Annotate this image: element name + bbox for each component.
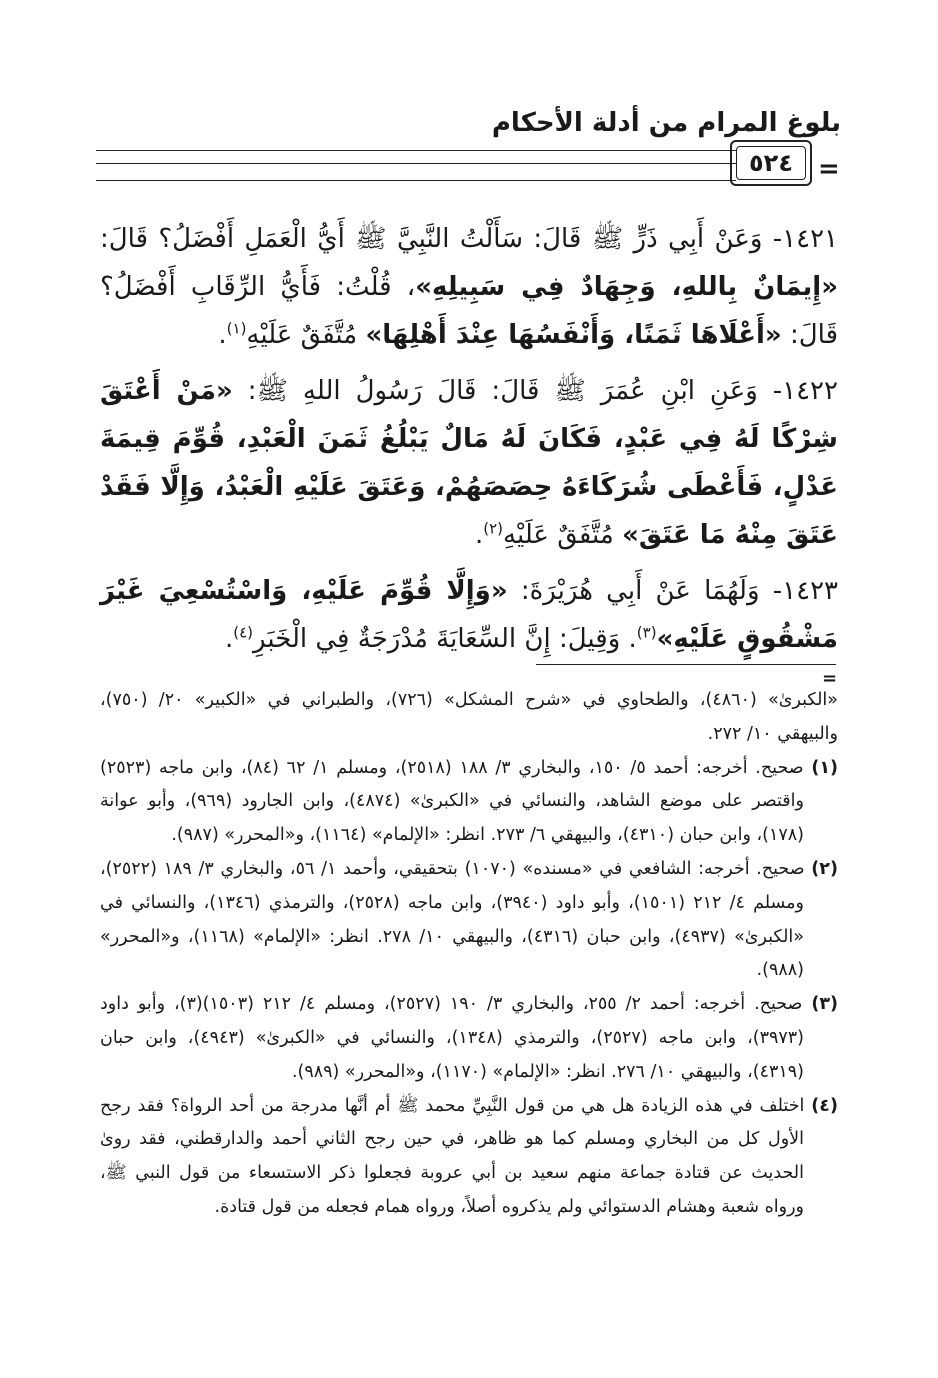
footnote-reference[interactable]: (٢) (483, 519, 504, 538)
footnote-separator (536, 664, 836, 665)
hadith-mid: ، قُلْتُ: فَأَيُّ الرِّقَابِ أَفْضَلُ؟ قَالَ: (100, 272, 838, 350)
hadith-end: . (474, 520, 484, 550)
footnote-reference[interactable]: (١) (226, 319, 247, 338)
hadith-end: . (218, 320, 227, 350)
hadith-lead: - وَعَنْ أَبِي ذَرٍّ ﷺ قَالَ: سَأَلْتُ النَّبِيَّ ﷺ أَيُّ الْعَمَلِ أَفْضَلُ؟ قَالَ: (100, 224, 783, 254)
hadith-quote: «إِيمَانٌ بِاللهِ، وَجِهَادٌ فِي سَبِيلِهِ» (415, 272, 838, 302)
hadith-tail: مُتَّفَقٌ عَلَيْهِ (246, 320, 366, 350)
footnote-3 (100, 988, 838, 1089)
hadith-quote: «وَإِلَّا قُوِّمَ عَلَيْهِ، وَاسْتُسْعِيَ غَيْرَ مَشْقُوقٍ عَلَيْهِ» (100, 576, 838, 654)
footnote-text: صحيح. أخرجه: أحمد ٢/ ٢٥٥، والبخاري ٣/ ١٩٠ (٢٥٢٧)، ومسلم ٤/ ٢١٢ (١٥٠٣)(٣)، وأبو داود (٣٩٧٣)، وابن ماجه (٢٥٢٧)، والترمذي (١٣٤٨)، والنسائي في «الكبرىٰ» (٤٩٤٣)، وابن حبان (٤٣١٩)، والبيهقي ١٠/ ٢٧٦. انظر: «الإلمام» (١١٧٠)، و«المحرر» (٩٨٩). (100, 994, 804, 1082)
footnote-reference[interactable]: (٤) (233, 623, 253, 642)
hadith-lead: - وَعَنِ ابْنِ عُمَرَ ﷺ قَالَ: قَالَ رَسُولُ اللهِ ﷺ: (232, 376, 783, 406)
book-title: بلوغ المرام من أدلة الأحكام (491, 108, 841, 138)
hadith-end: . (224, 624, 234, 654)
main-text (100, 215, 838, 671)
footnote-text: صحيح. أخرجه: الشافعي في «مسنده» (١٠٧٠) بتحقيقي، وأحمد ١/ ٥٦، والبخاري ٣/ ١٨٩ (٢٥٢٢)، ومسلم ٤/ ٢١٢ (١٥٠١)، وأبو داود (٣٩٤٠)، وابن ماجه (٢٥٢٨)، والترمذي (١٣٤٦)، والنسائي في «الكبرىٰ» (٤٩٣٧)، وابن حبان (٤٣١٦)، والبيهقي ١٠/ ٢٧٨. انظر: «الإلمام» (١١٦٨)، و«المحرر» (٩٨٨). (100, 858, 805, 981)
footnote-text: «الكبرىٰ» (٤٨٦٠)، والطحاوي في «شرح المشكل» (٧٢٦)، والطبراني في «الكبير» ٢٠/ (٧٥٠)، والبيهقي ١٠/ ٢٧٢. (100, 690, 838, 744)
footnote-number: (١) (811, 757, 839, 778)
header-rule-middle (96, 163, 736, 164)
header-rule-bottom (96, 180, 736, 181)
page-number-frame (730, 140, 812, 186)
footnote-2 (100, 853, 838, 988)
hadith-quote: «أَعْلَاهَا ثَمَنًا، وَأَنْفَسُهَا عِنْدَ أَهْلِهَا» (365, 320, 782, 350)
footnote-reference[interactable]: (٣) (636, 623, 657, 642)
footnote-number: (٤) (811, 1095, 838, 1116)
page-number: ٥٢٤ (749, 149, 793, 177)
footnote-text: صحيح. أخرجه: أحمد ٥/ ١٥٠، والبخاري ٣/ ١٨٨ (٢٥١٨)، ومسلم ١/ ٦٢ (٨٤)، وابن ماجه (٢٥٢٣) واقتصر على موضع الشاهد، والنسائي في «الكبرىٰ» (٤٨٧٤)، وابن الجارود (٩٦٩)، وأبو عوانة (١٧٨)، وابن حبان (٤٣١٠)، والبيهقي ٦/ ٢٧٣. انظر: «الإلمام» (١١٦٤)، و«المحرر» (٩٨٧). (100, 757, 804, 846)
footnote-text: اختلف في هذه الزيادة هل هي من قول النَّبِيِّ محمد ﷺ أم أنَّها مدرجة من أحد الرواة؟ فقد رجح الأول كل من البخاري ومسلم كما هو ظاهر، في حين رجح الثاني أحمد والدارقطني، فقد روىٰ الحديث عن قتادة جماعة منهم سعيد بن أبي عروبة فجعلوا ذكر الاستسعاء من قول النبي ﷺ، ورواه شعبة وهشام الدستوائي ولم يذكروه أصلاً، ورواه همام فجعله من قول قتادة. (100, 1095, 805, 1217)
header-rule-top (96, 150, 736, 151)
footnote-4 (100, 1090, 838, 1225)
hadith-mid: . وَقِيلَ: إِنَّ السِّعَايَةَ مُدْرَجَةٌ فِي الْخَبَرِ (253, 624, 637, 654)
hadith-quote: «مَنْ أَعْتَقَ شِرْكًا لَهُ فِي عَبْدٍ، فَكَانَ لَهُ مَالٌ يَبْلُغُ ثَمَنَ الْعَبْدِ، قُوِّمَ قِيمَةَ عَدْلٍ، فَأَعْطَى شُرَكَاءَهُ حِصَصَهُمْ، وَعَتَقَ عَلَيْهِ الْعَبْدُ، وَإِلَّا فَقَدْ عَتَقَ مِنْهُ مَا عَتَقَ» (100, 376, 838, 550)
hadith-tail: مُتَّفَقٌ عَلَيْهِ (503, 520, 623, 550)
footnote-number: (٢) (811, 858, 838, 879)
hadith-1423 (100, 567, 838, 663)
footnotes (100, 684, 838, 1225)
hadith-number: ١٤٢٢ (782, 376, 838, 406)
hadith-number: ١٤٢١ (782, 224, 838, 254)
header-ornament: = (818, 154, 840, 184)
hadith-lead: - وَلَهُمَا عَنْ أَبِي هُرَيْرَةَ: (507, 576, 783, 606)
footnote-1 (100, 752, 838, 853)
footnote-number: (٣) (811, 994, 838, 1015)
hadith-number: ١٤٢٣ (782, 576, 838, 606)
hadith-1422 (100, 367, 838, 559)
footnote-continuation-mark: = (822, 668, 838, 689)
footnote-continued (100, 684, 838, 752)
hadith-1421 (100, 215, 838, 359)
